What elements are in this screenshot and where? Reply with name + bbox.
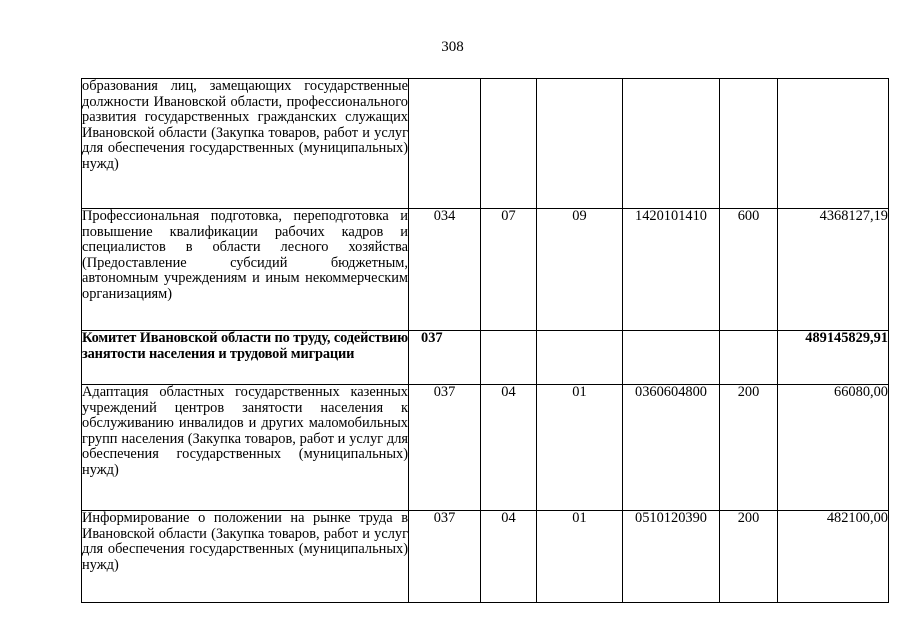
expense-type-code — [720, 331, 778, 385]
row-description: Комитет Ивановской области по труду, содействию занятости населения и трудовой миграции — [82, 331, 409, 385]
section-code — [481, 79, 537, 209]
ministry-code: 037 — [409, 385, 481, 511]
row-description: образования лиц, замещающих государственные должности Ивановской области, профессионального развития государственных гражданских служащих Ивановской области (Закупка товаров, работ и услуг для обеспечения государственных (муниципальных) нужд) — [82, 79, 409, 209]
table-row — [82, 511, 889, 603]
expense-type-code: 600 — [720, 209, 778, 331]
subsection-code — [537, 79, 623, 209]
row-description: Профессиональная подготовка, переподготовка и повышение квалификации рабочих кадров и специалистов в области лесного хозяйства (Предоставление субсидий бюджетным, автономным учреждениям и иным некоммерческим организациям) — [82, 209, 409, 331]
amount: 4368127,19 — [778, 209, 889, 331]
amount: 482100,00 — [778, 511, 889, 603]
ministry-code — [409, 79, 481, 209]
expense-type-code — [720, 79, 778, 209]
table-row-committee — [82, 331, 889, 385]
ministry-code: 034 — [409, 209, 481, 331]
expense-type-code: 200 — [720, 511, 778, 603]
table-row — [82, 385, 889, 511]
page-number: 308 — [441, 39, 464, 55]
subsection-code: 01 — [537, 385, 623, 511]
section-code: 04 — [481, 511, 537, 603]
subsection-code: 01 — [537, 511, 623, 603]
target-article-code — [623, 331, 720, 385]
table-row — [82, 209, 889, 331]
expense-type-code: 200 — [720, 385, 778, 511]
budget-table — [81, 78, 889, 603]
table-row — [82, 79, 889, 209]
section-code: 04 — [481, 385, 537, 511]
row-description: Информирование о положении на рынке труда в Ивановской области (Закупка товаров, работ и услуг для обеспечения государственных (муниципальных) нужд) — [82, 511, 409, 603]
target-article-code: 1420101410 — [623, 209, 720, 331]
target-article-code: 0510120390 — [623, 511, 720, 603]
section-code: 07 — [481, 209, 537, 331]
amount: 489145829,91 — [778, 331, 889, 385]
ministry-code: 037 — [409, 511, 481, 603]
amount — [778, 79, 889, 209]
row-description: Адаптация областных государственных казенных учреждений центров занятости населения к обслуживанию инвалидов и других маломобильных групп населения (Закупка товаров, работ и услуг для обеспечения государственных (муниципальных) нужд) — [82, 385, 409, 511]
subsection-code: 09 — [537, 209, 623, 331]
subsection-code — [537, 331, 623, 385]
target-article-code: 0360604800 — [623, 385, 720, 511]
ministry-code: 037 — [409, 331, 481, 385]
target-article-code — [623, 79, 720, 209]
amount: 66080,00 — [778, 385, 889, 511]
section-code — [481, 331, 537, 385]
